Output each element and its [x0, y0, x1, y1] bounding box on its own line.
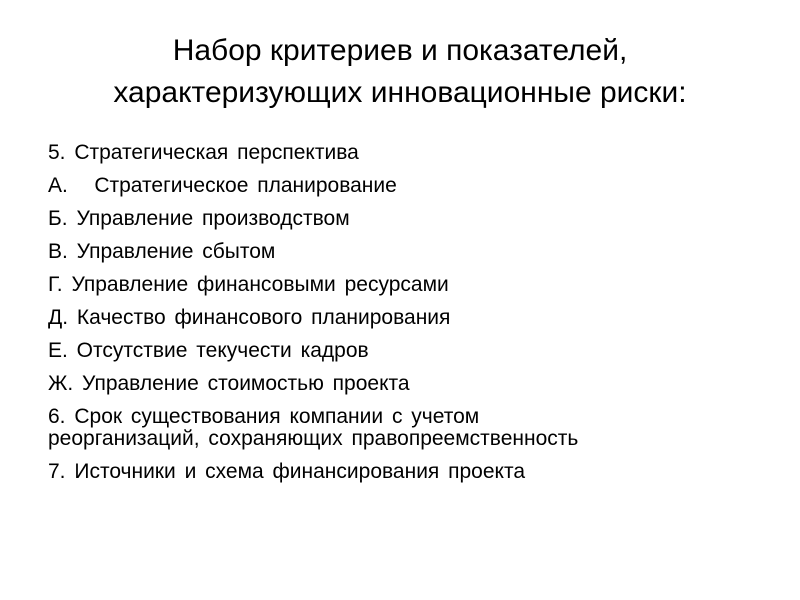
criteria-list: [48, 142, 788, 494]
list-item: В. Управление сбытом: [48, 240, 276, 263]
list-item: Г. Управление финансовыми ресурсами: [48, 273, 449, 296]
slide-title-line-1: Набор критериев и показателей,: [172, 34, 628, 67]
list-item-line-2: реорганизаций, сохраняющих правопреемственность: [48, 427, 579, 450]
list-item: Б. Управление производством: [48, 207, 350, 230]
list-item: А. Стратегическое планирование: [48, 174, 397, 197]
slide-title-line-2: характеризующих инновационные риски:: [113, 76, 687, 109]
list-item-line-1: 6. Срок существования компании с учетом: [48, 405, 480, 428]
list-item: Д. Качество финансового планирования: [48, 306, 451, 329]
list-item: [48, 406, 788, 450]
slide-title: [20, 30, 780, 114]
list-item: Ж. Управление стоимостью проекта: [48, 372, 410, 395]
list-item: 5. Стратегическая перспектива: [48, 141, 359, 164]
list-item: Е. Отсутствие текучести кадров: [48, 339, 369, 362]
list-item: 7. Источники и схема финансирования проекта: [48, 460, 526, 483]
